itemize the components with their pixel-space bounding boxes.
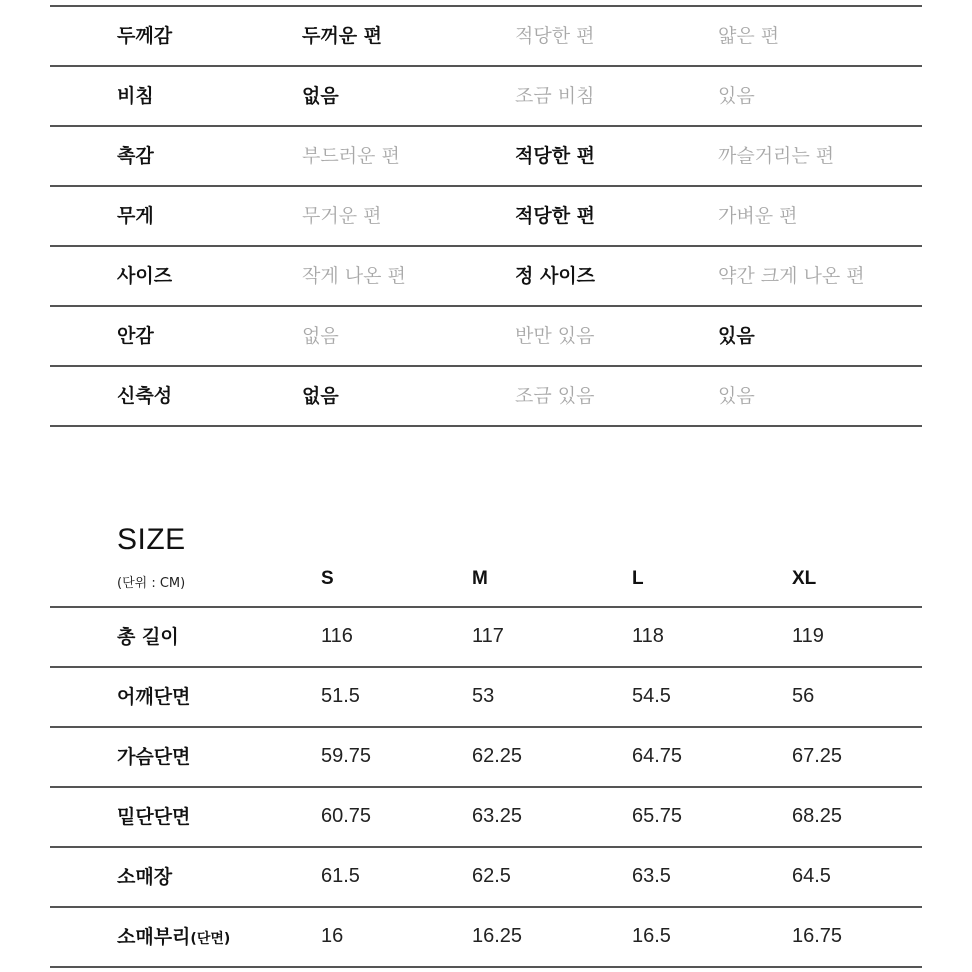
size-value: 117 [472,625,504,647]
size-value: 51.5 [321,685,360,707]
size-value: 68.25 [792,805,843,827]
size-value: 16.25 [472,925,523,947]
row-divider [50,305,922,307]
size-value: 61.5 [321,865,360,887]
size-header-s: S [321,568,334,589]
size-value: 16.5 [632,925,671,947]
size-value: 63.5 [632,865,671,887]
size-header-xl: XL [792,568,817,589]
size-row-label [117,625,179,649]
fabric-option-selected: 적당한 편 [515,205,596,227]
row-divider [50,365,922,367]
row-divider [50,606,922,608]
fabric-option: 무거운 편 [302,205,382,227]
size-row-label [117,865,172,889]
row-divider [50,245,922,247]
size-row-label-sub: (단면) [190,931,231,947]
fabric-option: 적당한 편 [515,25,595,47]
size-value: 116 [321,625,353,647]
fabric-option-selected: 없음 [302,385,339,407]
size-value: 64.75 [632,745,683,767]
size-unit: (단위 : CM) [117,576,186,591]
size-row-label [117,685,190,709]
size-value: 59.75 [321,745,372,767]
row-divider [50,726,922,728]
size-value: 63.25 [472,805,523,827]
row-divider [50,666,922,668]
size-value: 65.75 [632,805,683,827]
fabric-row-label: 안감 [117,325,154,347]
size-row-label-text: 밑단단면 [117,806,191,828]
fabric-option-selected: 없음 [302,85,339,107]
size-value: 53 [472,685,495,707]
row-divider [50,966,922,968]
size-value: 118 [632,625,664,647]
row-divider [50,786,922,788]
fabric-row-label: 무게 [117,205,154,227]
size-value: 16 [321,925,344,947]
row-divider [50,65,922,67]
fabric-row-label: 사이즈 [117,265,173,287]
size-row-label [117,925,230,951]
size-value: 56 [792,685,815,707]
fabric-option-selected: 적당한 편 [515,145,596,167]
size-row-label-text: 가슴단면 [117,746,191,768]
fabric-option: 있음 [718,85,755,107]
fabric-option: 작게 나온 편 [302,265,406,287]
fabric-option-selected: 두꺼운 편 [302,25,383,47]
size-value: 62.5 [472,865,511,887]
size-title: SIZE [117,523,186,556]
size-value: 64.5 [792,865,831,887]
size-value: 119 [792,625,824,647]
fabric-option: 없음 [302,325,339,347]
fabric-option-selected: 정 사이즈 [515,265,596,287]
row-divider [50,425,922,427]
fabric-option: 조금 비침 [515,85,595,107]
size-row-label-text: 총 길이 [117,626,179,648]
size-header-l: L [632,568,644,589]
size-header-m: M [472,568,488,589]
row-divider [50,125,922,127]
fabric-option: 약간 크게 나온 편 [718,265,865,287]
size-row-label [117,745,190,769]
size-row-label-text: 소매부리 [117,926,191,948]
size-row-label-text: 어깨단면 [117,686,191,708]
size-value: 62.25 [472,745,523,767]
size-value: 60.75 [321,805,372,827]
fabric-row-label: 촉감 [117,145,154,167]
size-row-label [117,805,190,829]
row-divider [50,906,922,908]
fabric-row-label: 비침 [117,85,154,107]
size-value: 54.5 [632,685,671,707]
row-divider [50,846,922,848]
fabric-option: 있음 [718,385,755,407]
fabric-row-label: 두께감 [117,25,173,47]
size-value: 67.25 [792,745,843,767]
fabric-option: 까슬거리는 편 [718,145,835,167]
fabric-option: 얇은 편 [718,25,780,47]
fabric-option: 반만 있음 [515,325,595,347]
size-value: 16.75 [792,925,843,947]
fabric-option: 부드러운 편 [302,145,400,167]
row-divider [50,185,922,187]
fabric-option: 조금 있음 [515,385,595,407]
fabric-option-selected: 있음 [718,325,755,347]
size-row-label-text: 소매장 [117,866,173,888]
fabric-option: 가벼운 편 [718,205,798,227]
fabric-row-label: 신축성 [117,385,173,407]
row-divider [50,5,922,7]
